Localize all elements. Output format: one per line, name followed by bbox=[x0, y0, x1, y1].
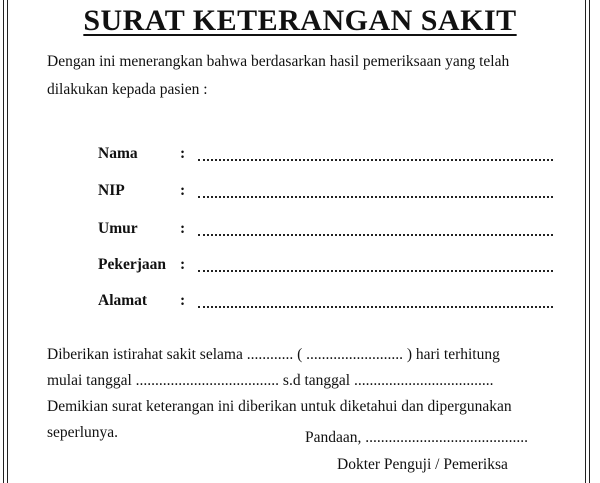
field-nip bbox=[98, 182, 553, 204]
field-alamat bbox=[98, 292, 553, 314]
field-label: Alamat bbox=[98, 292, 148, 309]
field-colon: : bbox=[180, 182, 186, 199]
signatory-title: Dokter Penguji / Pemeriksa bbox=[337, 456, 508, 473]
document-title-text: SURAT KETERANGAN SAKIT bbox=[83, 4, 517, 37]
date-range-line: mulai tanggal ..................................... s.d tanggal .................................... bbox=[47, 372, 494, 389]
field-colon: : bbox=[180, 145, 186, 162]
field-fill-line bbox=[198, 306, 553, 308]
field-umur bbox=[98, 220, 553, 242]
field-fill-line bbox=[198, 196, 553, 198]
field-label: Umur bbox=[98, 220, 138, 237]
field-label: NIP bbox=[98, 182, 125, 199]
page-border-left bbox=[3, 0, 8, 483]
field-pekerjaan bbox=[98, 256, 553, 278]
field-colon: : bbox=[180, 220, 186, 237]
closing-statement-line: Demikian surat keterangan ini diberikan untuk diketahui dan dipergunakan bbox=[47, 398, 512, 415]
document-title bbox=[0, 4, 600, 38]
field-fill-line bbox=[198, 234, 553, 236]
field-nama bbox=[98, 145, 553, 167]
field-colon: : bbox=[180, 256, 186, 273]
page-border-right bbox=[585, 0, 590, 483]
closing-statement-end: seperlunya. bbox=[47, 424, 119, 441]
field-fill-line bbox=[198, 159, 553, 161]
place-date: Pandaan, .......................................... bbox=[305, 429, 529, 446]
rest-duration-line: Diberikan istirahat sakit selama ............ ( ......................... ) hari terhitung bbox=[47, 346, 500, 363]
field-fill-line bbox=[198, 270, 553, 272]
field-label: Nama bbox=[98, 145, 138, 162]
intro-paragraph: Dengan ini menerangkan bahwa berdasarkan hasil pemeriksaan yang telah dilakukan kepada pasien : bbox=[47, 53, 510, 98]
field-colon: : bbox=[180, 292, 186, 309]
field-label: Pekerjaan bbox=[98, 256, 167, 273]
